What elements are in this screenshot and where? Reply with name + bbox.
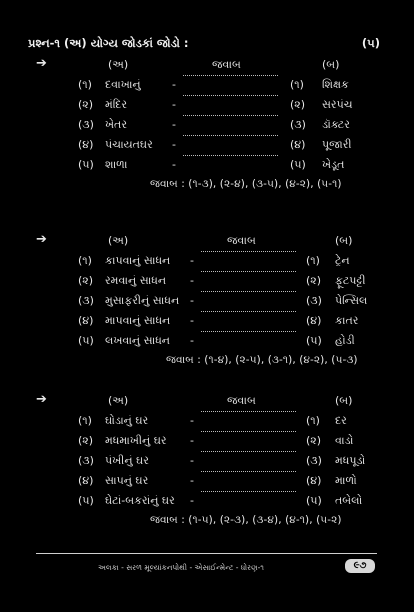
answer-blank[interactable] <box>183 155 278 156</box>
row-item-a: મંદિર <box>105 98 128 111</box>
row-number-b: (૪) <box>306 474 322 487</box>
row-dash: - <box>190 474 194 487</box>
row-dash: - <box>190 414 194 427</box>
row-number-b: (૪) <box>306 314 322 327</box>
row-item-a: ઘોડાનું ઘર <box>105 414 149 427</box>
row-item-b: પૂજારી <box>322 138 352 151</box>
row-dash: - <box>190 294 194 307</box>
row-number-b: (૩) <box>306 454 322 467</box>
section-header <box>0 394 414 410</box>
row-item-a: લખવાનું સાધન <box>105 334 170 347</box>
row-number-b: (૨) <box>306 434 322 447</box>
page-number: ૯૭ <box>345 559 375 573</box>
column-b-heading: (બ) <box>335 234 353 247</box>
answer-blank[interactable] <box>201 491 296 492</box>
column-answer-heading: જવાબ <box>227 394 256 407</box>
row-item-b: સરપંચ <box>322 98 353 111</box>
answer-blank[interactable] <box>201 311 296 312</box>
row-item-a: શાળા <box>105 158 128 171</box>
column-b-heading: (બ) <box>322 58 340 71</box>
row-dash: - <box>190 254 194 267</box>
row-item-b: વાડો <box>335 434 354 447</box>
column-b-heading: (બ) <box>335 394 353 407</box>
row-number-b: (૫) <box>306 334 322 347</box>
section-header <box>0 58 414 74</box>
row-dash: - <box>190 434 194 447</box>
row-item-b: હોડી <box>335 334 355 347</box>
row-dash: - <box>190 314 194 327</box>
answer-blank[interactable] <box>201 291 296 292</box>
row-item-b: ડૉક્ટર <box>322 118 350 131</box>
row-number: (૧) <box>78 78 92 91</box>
match-row <box>0 334 414 354</box>
column-answer-heading: જવાબ <box>212 58 241 71</box>
row-item-a: રમવાનું સાધન <box>105 274 167 287</box>
row-dash: - <box>172 138 176 151</box>
row-dash: - <box>190 494 194 507</box>
answer-blank[interactable] <box>201 271 296 272</box>
row-number-b: (૧) <box>306 254 320 267</box>
match-row <box>0 158 414 178</box>
column-answer-heading: જવાબ <box>227 234 256 247</box>
row-number: (૫) <box>78 158 94 171</box>
row-dash: - <box>172 98 176 111</box>
row-item-b: દર <box>335 414 347 427</box>
row-number: (૪) <box>78 314 94 327</box>
answer-blank[interactable] <box>183 135 278 136</box>
answer-blank[interactable] <box>201 331 296 332</box>
row-item-b: શિક્ષક <box>322 78 349 91</box>
answer-blank[interactable] <box>183 95 278 96</box>
row-dash: - <box>172 118 176 131</box>
row-number: (૫) <box>78 494 94 507</box>
row-number: (૨) <box>78 274 94 287</box>
answer-blank[interactable] <box>201 471 296 472</box>
question-marks: (૫) <box>361 36 380 50</box>
row-number-b: (૨) <box>290 98 306 111</box>
row-dash: - <box>190 454 194 467</box>
answer-blank[interactable] <box>183 75 278 76</box>
row-item-a: સાપનું ઘર <box>105 474 149 487</box>
row-item-b: મધપૂડો <box>335 454 366 467</box>
row-number: (૩) <box>78 294 94 307</box>
column-a-heading: (અ) <box>108 58 129 71</box>
answer-blank[interactable] <box>183 115 278 116</box>
row-number: (૫) <box>78 334 94 347</box>
section-header <box>0 234 414 250</box>
answer-blank[interactable] <box>201 411 296 412</box>
arrow-icon: ➔ <box>36 232 47 247</box>
row-dash: - <box>172 158 176 171</box>
row-number-b: (૩) <box>290 118 306 131</box>
column-a-heading: (અ) <box>108 394 129 407</box>
row-number-b: (૨) <box>306 274 322 287</box>
row-item-a: ખેતર <box>105 118 128 131</box>
row-item-b: ફૂટપટ્ટી <box>335 274 366 287</box>
row-dash: - <box>190 274 194 287</box>
row-item-b: કાતર <box>335 314 359 327</box>
footer-text: અલકા - સરળ મૂલ્યાંકનપોથી - એસાઈન્મેન્ટ - ધોરણ-૧ <box>98 563 264 572</box>
row-number: (૩) <box>78 454 94 467</box>
row-number-b: (૪) <box>290 138 306 151</box>
question-title-text: પ્રશ્ન-૧ (અ) યોગ્ય જોડકાં જોડો : <box>28 36 189 50</box>
footer-divider <box>36 553 377 554</box>
row-item-b: તબેલો <box>335 494 363 507</box>
row-number: (૨) <box>78 98 94 111</box>
answer-blank[interactable] <box>201 451 296 452</box>
row-number: (૪) <box>78 138 94 151</box>
row-number-b: (૫) <box>306 494 322 507</box>
row-number-b: (૧) <box>306 414 320 427</box>
row-item-a: મુસાફરીનું સાધન <box>105 294 180 307</box>
row-number: (૨) <box>78 434 94 447</box>
row-item-a: પંખીનું ઘર <box>105 454 149 467</box>
row-number: (૧) <box>78 254 92 267</box>
row-item-a: માપવાનું સાધન <box>105 314 171 327</box>
answer-key: જવાબ : (૧-૪), (૨-૫), (૩-૧), (૪-૨), (૫-૩) <box>166 354 358 366</box>
arrow-icon: ➔ <box>36 392 47 407</box>
answer-key: જવાબ : (૧-૫), (૨-૩), (૩-૪), (૪-૧), (૫-૨) <box>150 514 342 526</box>
answer-key: જવાબ : (૧-૩), (૨-૪), (૩-૫), (૪-૨), (૫-૧) <box>150 178 342 190</box>
row-dash: - <box>172 78 176 91</box>
row-item-a: કાપવાનું સાધન <box>105 254 171 267</box>
row-dash: - <box>190 334 194 347</box>
column-a-heading: (અ) <box>108 234 129 247</box>
row-number-b: (૫) <box>290 158 306 171</box>
row-number: (૩) <box>78 118 94 131</box>
row-number-b: (૧) <box>290 78 304 91</box>
arrow-icon: ➔ <box>36 56 47 71</box>
row-item-a: મધમાખીનું ઘર <box>105 434 167 447</box>
answer-blank[interactable] <box>201 431 296 432</box>
row-item-b: ટ્રેન <box>335 254 350 267</box>
row-item-a: દવાખાનું <box>105 78 141 91</box>
row-item-b: પેન્સિલ <box>335 294 368 307</box>
row-item-a: ઘેટાં-બકરાંનું ઘર <box>105 494 175 507</box>
match-row <box>0 494 414 514</box>
row-item-b: ખેડૂત <box>322 158 345 171</box>
row-number: (૧) <box>78 414 92 427</box>
row-number-b: (૩) <box>306 294 322 307</box>
row-item-b: માળો <box>335 474 357 487</box>
answer-blank[interactable] <box>201 251 296 252</box>
question-title <box>28 36 380 51</box>
row-number: (૪) <box>78 474 94 487</box>
row-item-a: પંચાયતઘર <box>105 138 153 151</box>
